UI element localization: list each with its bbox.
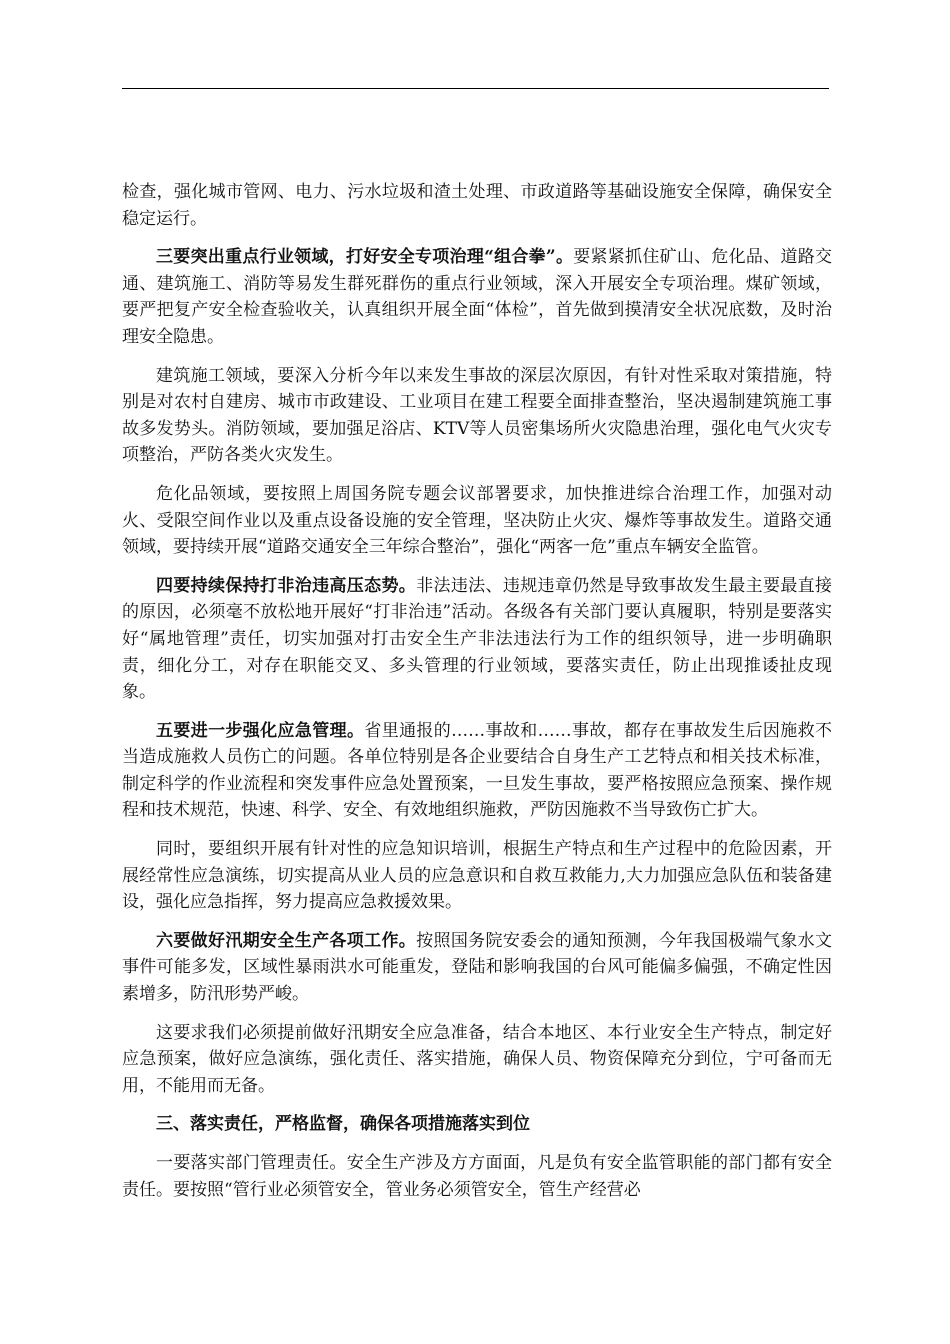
paragraph-text: 建筑施工领域，要深入分析今年以来发生事故的深层次原因，有针对性采取对策措施，特别是对农村自建房、城市市政建设、工业项目在建工程要全面排查整治，坚决遏制建筑施工事故多发势头。消防领域，要加强足浴店、KTV等人员密集场所火灾隐患治理，强化电气火灾专项整治，严防各类火灾发生。 (122, 365, 832, 466)
paragraph-lead: 三要突出重点行业领域，打好安全专项治理“组合拳”。 (156, 247, 574, 268)
paragraph-department-responsibility (122, 1150, 832, 1203)
paragraph-illegal-crackdown (122, 573, 832, 706)
paragraph-construction (122, 363, 832, 469)
header-rule (122, 88, 829, 89)
paragraph-text: 要紧紧抓住矿山、危化品、道路交通、建筑施工、消防等易发生群死群伤的重点行业领域，深入开展安全专项治理。煤矿领域，要严把复产安全检查验收关，认真组织开展全面“体检”，首先做到摸清安全状况底数，及时治理安全隐患。 (122, 247, 832, 347)
paragraph-text: 同时，要组织开展有针对性的应急知识培训，根据生产特点和生产过程中的危险因素，开展经常性应急演练，切实提高从业人员的应急意识和自救互救能力,大力加强应急队伍和装备建设，强化应急指挥，努力提高应急救援效果。 (122, 839, 832, 913)
section-heading (122, 1111, 832, 1138)
paragraph-text: 检查，强化城市管网、电力、污水垃圾和渣土处理、市政道路等基础设施安全保障，确保安全稳定运行。 (122, 182, 832, 229)
paragraph-text: 非法违法、违规违章仍然是导致事故发生最主要最直接的原因，必须毫不放松地开展好“打非治违”活动。各级各有关部门要认真履职，特别是要落实好“属地管理”责任，切实加强对打击安全生产非法违法行为工作的组织领导，进一步明确职责，细化分工，对存在职能交叉、多头管理的行业领域，要落实责任，防止出现推诿扯皮现象。 (122, 575, 833, 703)
paragraph-flood-season (122, 928, 832, 1008)
document-body (122, 179, 832, 1215)
paragraph-text: 按照国务院安委会的通知预测，今年我国极端气象水文事件可能多发，区域性暴雨洪水可能重发，登陆和影响我国的台风可能偏多偏强，不确定性因素增多，防汛形势严峻。 (122, 930, 833, 1005)
paragraph-text: 省里通报的……事故和……事故，都存在事故发生后因施救不当造成施救人员伤亡的问题。各单位特别是各企业要结合自身生产工艺特点和相关技术标准，制定科学的作业流程和突发事件应急处置预案，一旦发生事故，要严格按照应急预案、操作规程和技术规范，快速、科学、安全、有效地组织施救，严防因施救不当导致伤亡扩大。 (122, 720, 833, 821)
paragraph-lead: 四要持续保持打非治违高压态势。 (156, 575, 417, 596)
paragraph-text: 危化品领域，要按照上周国务院专题会议部署要求，加快推进综合治理工作，加强对动火、受限空间作业以及重点设备设施的安全管理，坚决防止火灾、爆炸等事故发生。道路交通领域，要持续开展“道路交通安全三年综合整治”，强化“两客一危”重点车辆安全监管。 (122, 483, 832, 558)
paragraph-continuation (122, 179, 832, 232)
paragraph-lead: 五要进一步强化应急管理。 (156, 720, 365, 741)
paragraph-emergency-training (122, 836, 832, 916)
paragraph-key-industries (122, 244, 832, 350)
paragraph-flood-preparation (122, 1020, 832, 1100)
paragraph-hazardous-chemicals (122, 481, 832, 561)
paragraph-lead: 六要做好汛期安全生产各项工作。 (156, 930, 417, 951)
paragraph-text: 这要求我们必须提前做好汛期安全应急准备，结合本地区、本行业安全生产特点，制定好应急预案，做好应急演练，强化责任、落实措施，确保人员、物资保障充分到位，宁可备而无用，不能用而无备。 (122, 1022, 832, 1096)
section-heading-text: 三、落实责任，严格监督，确保各项措施落实到位 (156, 1114, 530, 1135)
paragraph-emergency-management (122, 718, 832, 824)
paragraph-text: 一要落实部门管理责任。安全生产涉及方方面面，凡是负有安全监管职能的部门都有安全责任。要按照“管行业必须管安全，管业务必须管安全，管生产经营必 (122, 1153, 832, 1200)
